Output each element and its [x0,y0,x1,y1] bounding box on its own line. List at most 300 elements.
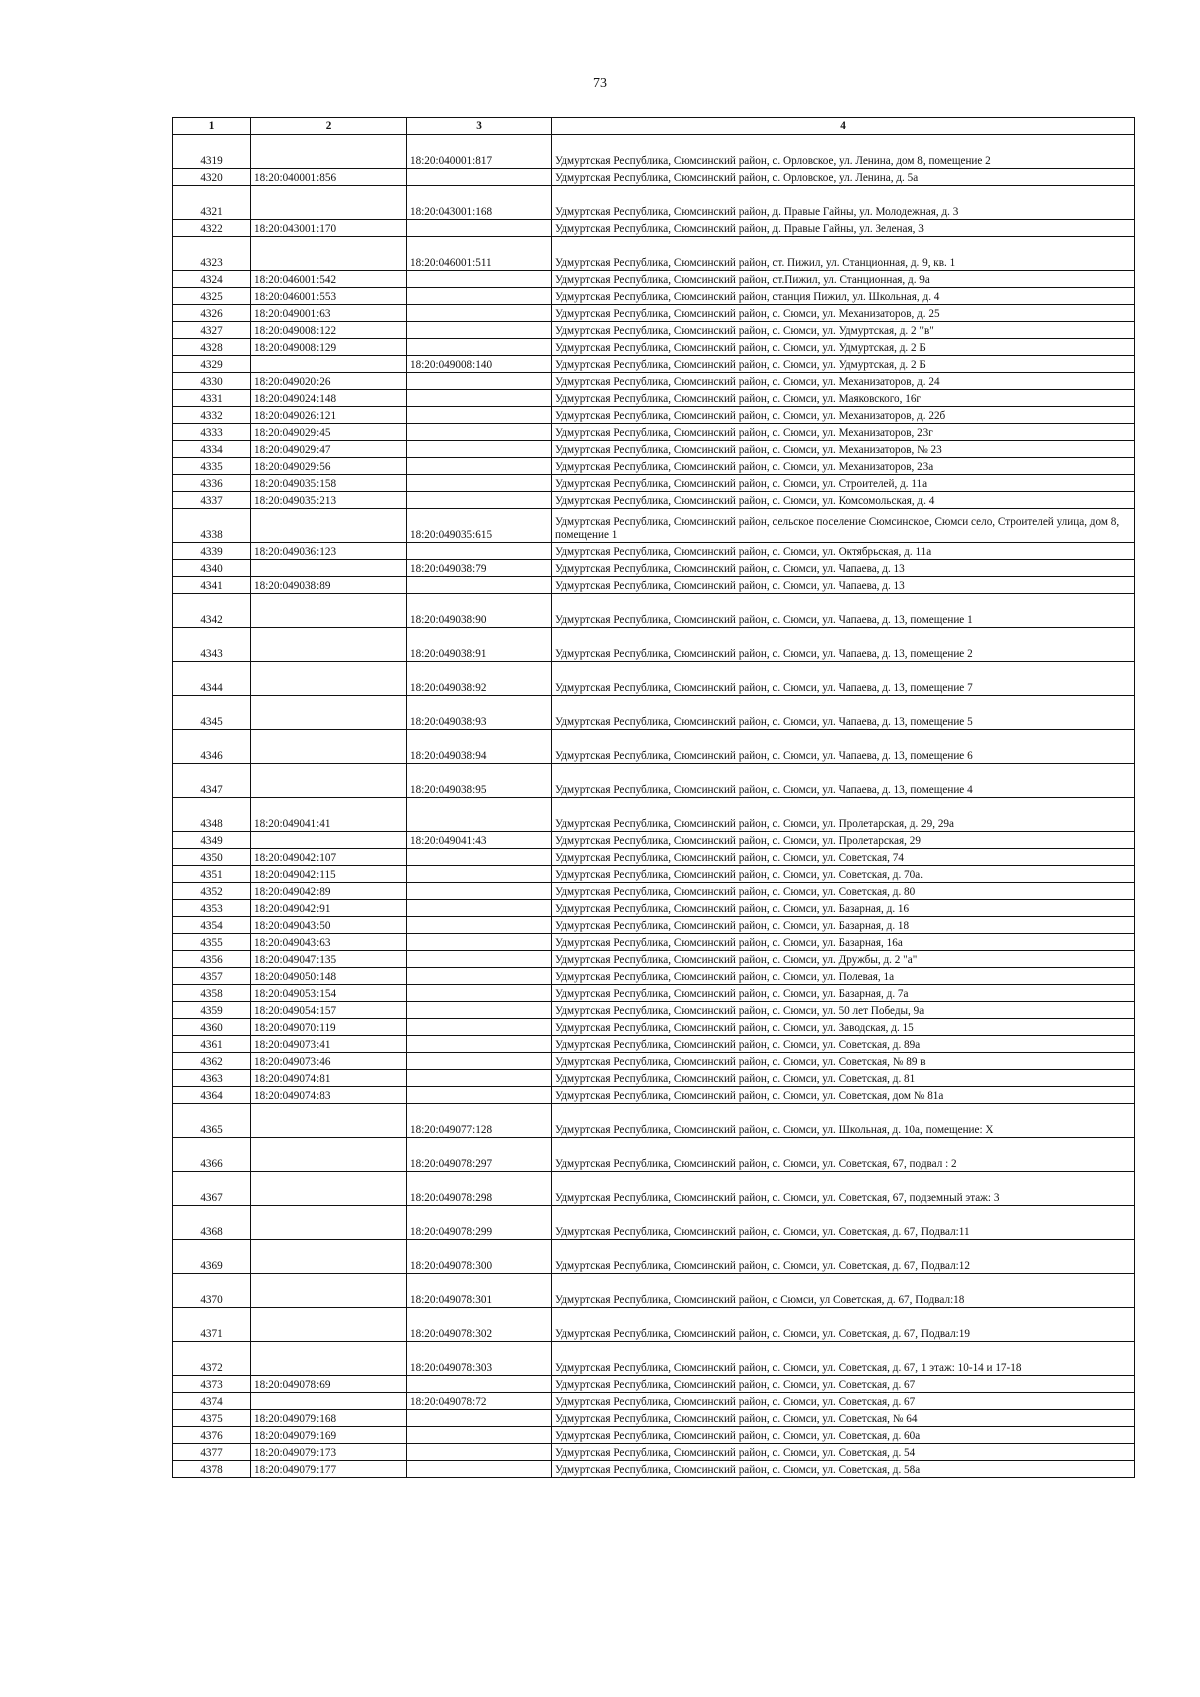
cadastral-number-a: 18:20:049042:89 [251,883,407,900]
registry-table [172,117,1135,1478]
row-number: 4330 [173,373,251,390]
table-row [173,628,1135,662]
address-cell: Удмуртская Республика, Сюмсинский район, д. Правые Гайны, ул. Зеленая, 3 [552,220,1135,237]
cadastral-number-b: 18:20:049008:140 [407,356,552,373]
row-number: 4353 [173,900,251,917]
row-number: 4341 [173,577,251,594]
table-row [173,934,1135,951]
cadastral-number-a: 18:20:049073:41 [251,1036,407,1053]
address-cell: Удмуртская Республика, Сюмсинский район, с. Сюмси, ул. Заводская, д. 15 [552,1019,1135,1036]
cadastral-number-a: 18:20:049036:123 [251,543,407,560]
row-number: 4356 [173,951,251,968]
table-row [173,509,1135,543]
cadastral-number-a [251,560,407,577]
cadastral-number-b: 18:20:049078:72 [407,1393,552,1410]
cadastral-number-a [251,356,407,373]
row-number: 4375 [173,1410,251,1427]
cadastral-number-a [251,764,407,798]
cadastral-number-a: 18:20:049035:158 [251,475,407,492]
cadastral-number-a: 18:20:046001:542 [251,271,407,288]
row-number: 4326 [173,305,251,322]
address-cell: Удмуртская Республика, Сюмсинский район, с. Сюмси, ул. Советская, д. 80 [552,883,1135,900]
table-row [173,356,1135,373]
table-row [173,271,1135,288]
cadastral-number-a: 18:20:049020:26 [251,373,407,390]
cadastral-number-b [407,339,552,356]
table-row [173,220,1135,237]
cadastral-number-b [407,305,552,322]
row-number: 4372 [173,1342,251,1376]
cadastral-number-a: 18:20:049042:115 [251,866,407,883]
cadastral-number-b [407,543,552,560]
cadastral-number-a: 18:20:049035:213 [251,492,407,509]
row-number: 4349 [173,832,251,849]
row-number: 4329 [173,356,251,373]
address-cell: Удмуртская Республика, Сюмсинский район, с. Сюмси, ул. 50 лет Победы, 9а [552,1002,1135,1019]
address-cell: Удмуртская Республика, Сюмсинский район, с. Орловское, ул. Ленина, д. 5а [552,169,1135,186]
address-cell: Удмуртская Республика, Сюмсинский район, с. Сюмси, ул. Удмуртская, д. 2 "в" [552,322,1135,339]
cadastral-number-b: 18:20:049078:297 [407,1138,552,1172]
address-cell: Удмуртская Республика, Сюмсинский район, с. Сюмси, ул. Маяковского, 16г [552,390,1135,407]
address-cell: Удмуртская Республика, Сюмсинский район, с. Сюмси, ул. Удмуртская, д. 2 Б [552,356,1135,373]
table-row [173,900,1135,917]
cadastral-number-b: 18:20:049038:91 [407,628,552,662]
cadastral-number-b [407,1070,552,1087]
table-row [173,1410,1135,1427]
row-number: 4363 [173,1070,251,1087]
cadastral-number-a [251,662,407,696]
address-cell: Удмуртская Республика, Сюмсинский район, с. Сюмси, ул. Советская, д. 67 [552,1376,1135,1393]
cadastral-number-a: 18:20:049053:154 [251,985,407,1002]
row-number: 4325 [173,288,251,305]
address-cell: Удмуртская Республика, Сюмсинский район, с. Сюмси, ул. Советская, д. 67, Подвал:12 [552,1240,1135,1274]
table-row [173,1172,1135,1206]
cadastral-number-a: 18:20:049043:63 [251,934,407,951]
table-row [173,1053,1135,1070]
cadastral-number-b [407,1002,552,1019]
table-row [173,1376,1135,1393]
table-row [173,832,1135,849]
cadastral-number-b [407,373,552,390]
table-row [173,798,1135,832]
cadastral-number-b [407,220,552,237]
address-cell: Удмуртская Республика, Сюмсинский район, сельское поселение Сюмсинское, Сюмси село, Строителей улица, дом 8, помещение 1 [552,509,1135,543]
cadastral-number-b: 18:20:049078:298 [407,1172,552,1206]
table-row [173,1308,1135,1342]
cadastral-number-a [251,135,407,169]
address-cell: Удмуртская Республика, Сюмсинский район, с. Сюмси, ул. Комсомольская, д. 4 [552,492,1135,509]
table-body [173,135,1135,1478]
row-number: 4343 [173,628,251,662]
row-number: 4365 [173,1104,251,1138]
table-row [173,475,1135,492]
cadastral-number-b [407,441,552,458]
table-row [173,288,1135,305]
cadastral-number-b: 18:20:049038:92 [407,662,552,696]
cadastral-number-b: 18:20:046001:511 [407,237,552,271]
cadastral-number-a [251,1393,407,1410]
address-cell: Удмуртская Республика, Сюмсинский район, с. Сюмси, ул. Чапаева, д. 13, помещение 2 [552,628,1135,662]
address-cell: Удмуртская Республика, Сюмсинский район, с. Сюмси, ул. Чапаева, д. 13, помещение 5 [552,696,1135,730]
address-cell: Удмуртская Республика, Сюмсинский район, с. Сюмси, ул. Базарная, д. 16 [552,900,1135,917]
row-number: 4331 [173,390,251,407]
table-row [173,951,1135,968]
cadastral-number-a [251,1342,407,1376]
cadastral-number-a: 18:20:049029:45 [251,424,407,441]
cadastral-number-b [407,1427,552,1444]
address-cell: Удмуртская Республика, Сюмсинский район, с. Сюмси, ул. Механизаторов, д. 24 [552,373,1135,390]
cadastral-number-a: 18:20:049043:50 [251,917,407,934]
cadastral-number-a [251,1172,407,1206]
address-cell: Удмуртская Республика, Сюмсинский район, с. Сюмси, ул. Механизаторов, № 23 [552,441,1135,458]
cadastral-number-b: 18:20:049078:301 [407,1274,552,1308]
cadastral-number-a: 18:20:049074:83 [251,1087,407,1104]
address-cell: Удмуртская Республика, Сюмсинский район, с. Сюмси, ул. Советская, № 89 в [552,1053,1135,1070]
cadastral-number-a: 18:20:049079:168 [251,1410,407,1427]
cadastral-number-a [251,1206,407,1240]
address-cell: Удмуртская Республика, Сюмсинский район, с. Сюмси, ул. Советская, д. 67, Подвал:19 [552,1308,1135,1342]
address-cell: Удмуртская Республика, Сюмсинский район, с. Сюмси, ул. Базарная, д. 18 [552,917,1135,934]
cadastral-number-a: 18:20:049079:173 [251,1444,407,1461]
table-row [173,1138,1135,1172]
row-number: 4371 [173,1308,251,1342]
cadastral-number-a: 18:20:049078:69 [251,1376,407,1393]
address-cell: Удмуртская Республика, Сюмсинский район, с. Сюмси, ул. Механизаторов, д. 25 [552,305,1135,322]
table-row [173,1206,1135,1240]
cadastral-number-a: 18:20:049054:157 [251,1002,407,1019]
row-number: 4327 [173,322,251,339]
table-row [173,1070,1135,1087]
row-number: 4373 [173,1376,251,1393]
cadastral-number-a: 18:20:049074:81 [251,1070,407,1087]
cadastral-number-a: 18:20:049042:91 [251,900,407,917]
cadastral-number-a [251,509,407,543]
row-number: 4370 [173,1274,251,1308]
row-number: 4367 [173,1172,251,1206]
row-number: 4334 [173,441,251,458]
cadastral-number-b [407,1053,552,1070]
address-cell: Удмуртская Республика, Сюмсинский район, с. Сюмси, ул. Советская, 67, подвал : 2 [552,1138,1135,1172]
cadastral-number-a [251,1274,407,1308]
cadastral-number-b [407,951,552,968]
row-number: 4328 [173,339,251,356]
row-number: 4366 [173,1138,251,1172]
cadastral-number-a [251,594,407,628]
cadastral-number-b: 18:20:049035:615 [407,509,552,543]
address-cell: Удмуртская Республика, Сюмсинский район, с. Сюмси, ул. Дружбы, д. 2 "а" [552,951,1135,968]
cadastral-number-b [407,322,552,339]
row-number: 4360 [173,1019,251,1036]
row-number: 4345 [173,696,251,730]
address-cell: Удмуртская Республика, Сюмсинский район, с. Сюмси, ул. Октябрьская, д. 11а [552,543,1135,560]
cadastral-number-b: 18:20:049038:79 [407,560,552,577]
table-row [173,917,1135,934]
column-header-1: 1 [173,118,251,135]
table-row [173,883,1135,900]
address-cell: Удмуртская Республика, Сюмсинский район, с. Сюмси, ул. Базарная, д. 7а [552,985,1135,1002]
address-cell: Удмуртская Республика, Сюмсинский район, ст.Пижил, ул. Станционная, д. 9а [552,271,1135,288]
table-row [173,1342,1135,1376]
address-cell: Удмуртская Республика, Сюмсинский район, с. Сюмси, ул. Советская, дом № 81а [552,1087,1135,1104]
address-cell: Удмуртская Республика, Сюмсинский район, с. Сюмси, ул. Советская, 67, подземный этаж: 3 [552,1172,1135,1206]
cadastral-number-a: 18:20:046001:553 [251,288,407,305]
row-number: 4377 [173,1444,251,1461]
table-row [173,135,1135,169]
cadastral-number-b: 18:20:049077:128 [407,1104,552,1138]
table-row [173,1036,1135,1053]
address-cell: Удмуртская Республика, Сюмсинский район, с. Сюмси, ул. Советская, д. 70а. [552,866,1135,883]
row-number: 4338 [173,509,251,543]
cadastral-number-b [407,849,552,866]
row-number: 4354 [173,917,251,934]
address-cell: Удмуртская Республика, Сюмсинский район, с. Сюмси, ул. Школьная, д. 10а, помещение: X [552,1104,1135,1138]
table-row [173,577,1135,594]
cadastral-number-a [251,1138,407,1172]
cadastral-number-b: 18:20:049041:43 [407,832,552,849]
address-cell: Удмуртская Республика, Сюмсинский район, с. Сюмси, ул. Советская, д. 67, 1 этаж: 10-14 и 17-18 [552,1342,1135,1376]
cadastral-number-b [407,492,552,509]
address-cell: Удмуртская Республика, Сюмсинский район, с. Сюмси, ул. Советская, д. 54 [552,1444,1135,1461]
cadastral-number-b [407,577,552,594]
table-row [173,730,1135,764]
cadastral-number-a: 18:20:049038:89 [251,577,407,594]
table-row [173,1461,1135,1478]
address-cell: Удмуртская Республика, Сюмсинский район, с. Сюмси, ул. Советская, д. 58а [552,1461,1135,1478]
row-number: 4368 [173,1206,251,1240]
cadastral-number-a: 18:20:049047:135 [251,951,407,968]
address-cell: Удмуртская Республика, Сюмсинский район, с. Сюмси, ул. Механизаторов, 23а [552,458,1135,475]
table-row [173,968,1135,985]
cadastral-number-a [251,730,407,764]
address-cell: Удмуртская Республика, Сюмсинский район, с. Сюмси, ул. Пролетарская, 29 [552,832,1135,849]
address-cell: Удмуртская Республика, Сюмсинский район, с. Сюмси, ул. Чапаева, д. 13, помещение 7 [552,662,1135,696]
table-row [173,305,1135,322]
cadastral-number-b [407,866,552,883]
cadastral-number-b: 18:20:049078:302 [407,1308,552,1342]
table-row [173,424,1135,441]
cadastral-number-b [407,424,552,441]
address-cell: Удмуртская Республика, Сюмсинский район, с. Сюмси, ул. Чапаева, д. 13, помещение 4 [552,764,1135,798]
cadastral-number-b: 18:20:049038:94 [407,730,552,764]
cadastral-number-a: 18:20:049079:177 [251,1461,407,1478]
address-cell: Удмуртская Республика, Сюмсинский район, с. Орловское, ул. Ленина, дом 8, помещение 2 [552,135,1135,169]
cadastral-number-a [251,696,407,730]
cadastral-number-a: 18:20:049029:56 [251,458,407,475]
cadastral-number-a [251,237,407,271]
table-row [173,594,1135,628]
cadastral-number-b: 18:20:049038:93 [407,696,552,730]
cadastral-number-b [407,1444,552,1461]
table-row [173,1019,1135,1036]
cadastral-number-a: 18:20:049008:129 [251,339,407,356]
table-row [173,237,1135,271]
row-number: 4336 [173,475,251,492]
address-cell: Удмуртская Республика, Сюмсинский район, с Сюмси, ул Советская, д. 67, Подвал:18 [552,1274,1135,1308]
row-number: 4359 [173,1002,251,1019]
row-number: 4321 [173,186,251,220]
table-row [173,458,1135,475]
address-cell: Удмуртская Республика, Сюмсинский район, с. Сюмси, ул. Советская, д. 60а [552,1427,1135,1444]
address-cell: Удмуртская Республика, Сюмсинский район, с. Сюмси, ул. Удмуртская, д. 2 Б [552,339,1135,356]
row-number: 4378 [173,1461,251,1478]
address-cell: Удмуртская Республика, Сюмсинский район, с. Сюмси, ул. Чапаева, д. 13, помещение 1 [552,594,1135,628]
cadastral-number-b: 18:20:049078:303 [407,1342,552,1376]
address-cell: Удмуртская Республика, Сюмсинский район, с. Сюмси, ул. Чапаева, д. 13, помещение 6 [552,730,1135,764]
cadastral-number-b [407,900,552,917]
table-row [173,492,1135,509]
cadastral-number-a: 18:20:049042:107 [251,849,407,866]
cadastral-number-b [407,288,552,305]
cadastral-number-b [407,1036,552,1053]
cadastral-number-b [407,1376,552,1393]
address-cell: Удмуртская Республика, Сюмсинский район, с. Сюмси, ул. Советская, д. 81 [552,1070,1135,1087]
address-cell: Удмуртская Республика, Сюмсинский район, с. Сюмси, ул. Полевая, 1а [552,968,1135,985]
row-number: 4333 [173,424,251,441]
row-number: 4339 [173,543,251,560]
table-row [173,985,1135,1002]
row-number: 4320 [173,169,251,186]
address-cell: Удмуртская Республика, Сюмсинский район, с. Сюмси, ул. Базарная, 16а [552,934,1135,951]
cadastral-number-a: 18:20:040001:856 [251,169,407,186]
table-row [173,441,1135,458]
address-cell: Удмуртская Республика, Сюмсинский район, с. Сюмси, ул. Строителей, д. 11а [552,475,1135,492]
cadastral-number-b [407,271,552,288]
cadastral-number-b: 18:20:049038:90 [407,594,552,628]
cadastral-number-a: 18:20:049041:41 [251,798,407,832]
row-number: 4340 [173,560,251,577]
cadastral-number-a [251,1308,407,1342]
table-row [173,662,1135,696]
cadastral-number-a: 18:20:049024:148 [251,390,407,407]
row-number: 4355 [173,934,251,951]
cadastral-number-a: 18:20:049029:47 [251,441,407,458]
address-cell: Удмуртская Республика, Сюмсинский район, с. Сюмси, ул. Советская, д. 89а [552,1036,1135,1053]
cadastral-number-b: 18:20:043001:168 [407,186,552,220]
cadastral-number-a: 18:20:049026:121 [251,407,407,424]
address-cell: Удмуртская Республика, Сюмсинский район, д. Правые Гайны, ул. Молодежная, д. 3 [552,186,1135,220]
row-number: 4352 [173,883,251,900]
table-row [173,322,1135,339]
row-number: 4319 [173,135,251,169]
table-row [173,560,1135,577]
cadastral-number-b [407,934,552,951]
row-number: 4342 [173,594,251,628]
table-row [173,696,1135,730]
cadastral-number-a: 18:20:049050:148 [251,968,407,985]
cadastral-number-b [407,475,552,492]
cadastral-number-b: 18:20:049078:300 [407,1240,552,1274]
cadastral-number-b [407,968,552,985]
address-cell: Удмуртская Республика, Сюмсинский район, станция Пижил, ул. Школьная, д. 4 [552,288,1135,305]
address-cell: Удмуртская Республика, Сюмсинский район, с. Сюмси, ул. Чапаева, д. 13 [552,577,1135,594]
cadastral-number-a [251,186,407,220]
row-number: 4361 [173,1036,251,1053]
cadastral-number-b [407,798,552,832]
cadastral-number-b [407,985,552,1002]
row-number: 4358 [173,985,251,1002]
address-cell: Удмуртская Республика, Сюмсинский район, с. Сюмси, ул. Советская, 74 [552,849,1135,866]
row-number: 4369 [173,1240,251,1274]
cadastral-number-b: 18:20:049038:95 [407,764,552,798]
cadastral-number-a [251,832,407,849]
cadastral-number-b: 18:20:040001:817 [407,135,552,169]
table-row [173,1240,1135,1274]
table-row [173,390,1135,407]
column-header-4: 4 [552,118,1135,135]
column-header-2: 2 [251,118,407,135]
cadastral-number-b [407,1461,552,1478]
row-number: 4323 [173,237,251,271]
table-row [173,1274,1135,1308]
cadastral-number-b [407,169,552,186]
cadastral-number-a: 18:20:049079:169 [251,1427,407,1444]
table-row [173,543,1135,560]
address-cell: Удмуртская Республика, Сюмсинский район, с. Сюмси, ул. Механизаторов, 23г [552,424,1135,441]
row-number: 4362 [173,1053,251,1070]
cadastral-number-a: 18:20:049073:46 [251,1053,407,1070]
table-row [173,407,1135,424]
table-row [173,764,1135,798]
address-cell: Удмуртская Республика, Сюмсинский район, с. Сюмси, ул. Механизаторов, д. 22б [552,407,1135,424]
row-number: 4322 [173,220,251,237]
row-number: 4346 [173,730,251,764]
address-cell: Удмуртская Республика, Сюмсинский район, с. Сюмси, ул. Советская, д. 67, Подвал:11 [552,1206,1135,1240]
row-number: 4374 [173,1393,251,1410]
cadastral-number-b [407,917,552,934]
row-number: 4364 [173,1087,251,1104]
table-header [173,118,1135,135]
row-number: 4348 [173,798,251,832]
address-cell: Удмуртская Республика, Сюмсинский район, ст. Пижил, ул. Станционная, д. 9, кв. 1 [552,237,1135,271]
cadastral-number-a: 18:20:049008:122 [251,322,407,339]
row-number: 4335 [173,458,251,475]
table-row [173,1393,1135,1410]
address-cell: Удмуртская Республика, Сюмсинский район, с. Сюмси, ул. Советская, д. 67 [552,1393,1135,1410]
column-header-3: 3 [407,118,552,135]
cadastral-number-b: 18:20:049078:299 [407,1206,552,1240]
address-cell: Удмуртская Республика, Сюмсинский район, с. Сюмси, ул. Чапаева, д. 13 [552,560,1135,577]
table-row [173,1427,1135,1444]
cadastral-number-a: 18:20:049001:63 [251,305,407,322]
address-cell: Удмуртская Республика, Сюмсинский район, с. Сюмси, ул. Пролетарская, д. 29, 29а [552,798,1135,832]
cadastral-number-a: 18:20:043001:170 [251,220,407,237]
row-number: 4376 [173,1427,251,1444]
address-cell: Удмуртская Республика, Сюмсинский район, с. Сюмси, ул. Советская, № 64 [552,1410,1135,1427]
table-row [173,1444,1135,1461]
table-row [173,1087,1135,1104]
cadastral-number-a [251,1240,407,1274]
row-number: 4324 [173,271,251,288]
header-row [173,118,1135,135]
row-number: 4357 [173,968,251,985]
table-row [173,1002,1135,1019]
table-row [173,169,1135,186]
table-row [173,373,1135,390]
row-number: 4332 [173,407,251,424]
row-number: 4347 [173,764,251,798]
table-row [173,186,1135,220]
cadastral-number-b [407,1019,552,1036]
cadastral-number-b [407,407,552,424]
cadastral-number-b [407,1410,552,1427]
cadastral-number-a [251,1104,407,1138]
table-row [173,339,1135,356]
cadastral-number-b [407,1087,552,1104]
cadastral-number-b [407,883,552,900]
table-row [173,866,1135,883]
cadastral-number-a [251,628,407,662]
table-row [173,1104,1135,1138]
